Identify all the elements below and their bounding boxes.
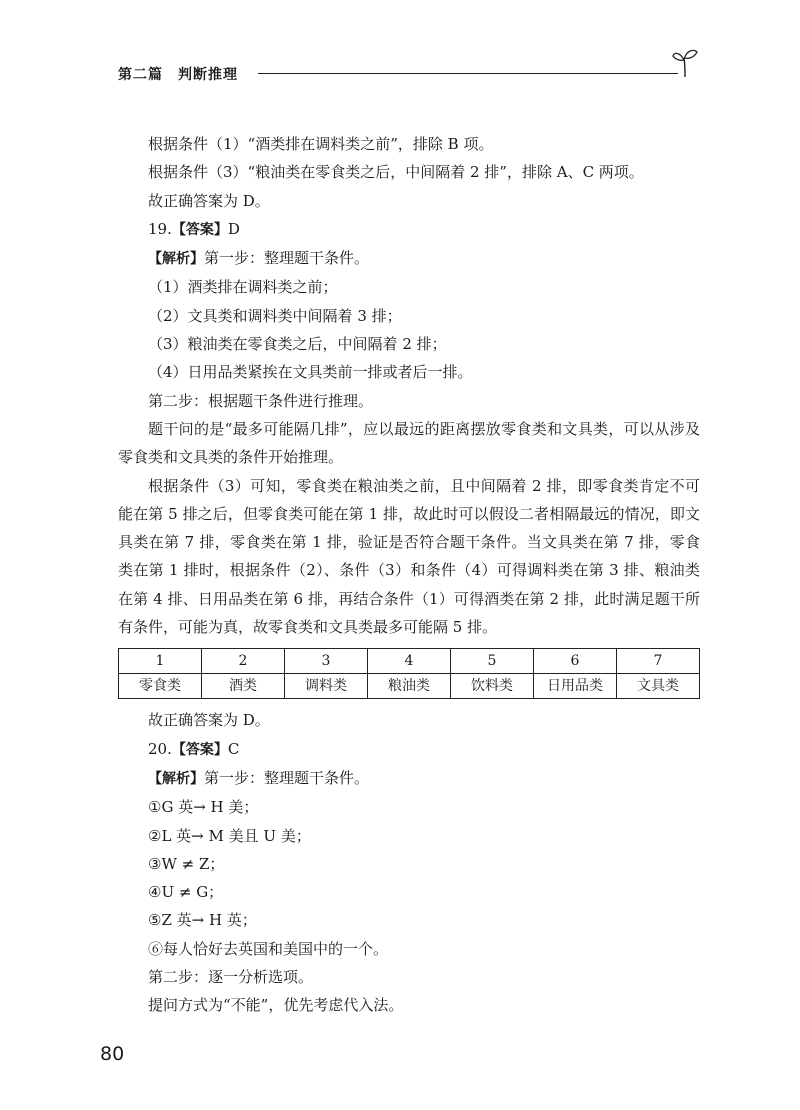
text-line: 故正确答案为 D。	[148, 191, 270, 210]
table-cell: 2	[202, 649, 285, 674]
analysis-tag: 【解析】	[148, 770, 204, 787]
text-line: 提问方式为“不能”，优先考虑代入法。	[148, 996, 404, 1015]
condition-line: ②L 英→ M 美且 U 美；	[148, 826, 311, 845]
text-line: 根据条件（1）“酒类排在调料类之前”，排除 B 项。	[148, 135, 494, 153]
table-cell: 7	[617, 649, 700, 674]
paragraph: 根据条件（3）可知，零食类在粮油类之前，且中间隔着 2 排，即零食类肯定不可能在第 5 排之后，但零食类可能在第 1 排，故此时可以假设二者相隔最远的情况，即文具类在第 7 排，零食类在第 1 排，验证是否符合题干条件。当文具类在第 7 排，零食类在第 1 排时，根据条件（2）、条件（3）和条件（4）可得调料类在第 3 排、粮油类在第 4 排、日用品类在第 6 排，再结合条件（1）可得酒类在第 2 排，此时满足题干所有条件，可能为真，故零食类和文具类最多可能隔 5 排。	[118, 476, 700, 637]
condition-line: ⑤Z 英→ H 英；	[148, 911, 257, 930]
question-number: 19.	[148, 219, 172, 238]
q20-analysis	[118, 764, 700, 793]
table-cell: 3	[285, 649, 368, 674]
answer-value: C	[227, 739, 240, 758]
table-row	[119, 649, 700, 674]
table-cell: 调料类	[285, 674, 368, 699]
text-line: 故正确答案为 D。	[148, 711, 270, 730]
paragraph: 题干问的是“最多可能隔几排”，应以最远的距离摆放零食类和文具类，可以从涉及零食类和文具类的条件开始推理。	[118, 419, 700, 467]
table-cell: 粮油类	[368, 674, 451, 699]
table-cell: 4	[368, 649, 451, 674]
question-number: 20.	[148, 739, 172, 758]
page-content	[118, 130, 700, 1020]
sprout-icon	[672, 48, 698, 78]
q19-analysis	[118, 244, 700, 273]
condition-line: ①G 英→ H 美；	[148, 798, 259, 817]
q20-answer	[118, 735, 700, 764]
table-cell: 文具类	[617, 674, 700, 699]
analysis-step: 第一步：整理题干条件。	[204, 768, 370, 787]
table-cell: 1	[119, 649, 202, 674]
table-row	[119, 674, 700, 699]
arrangement-table	[118, 648, 700, 699]
answer-value: D	[227, 219, 240, 238]
condition-line: （4）日用品类紧挨在文具类前一排或者后一排。	[148, 363, 473, 382]
analysis-tag: 【解析】	[148, 251, 204, 268]
table-cell: 6	[534, 649, 617, 674]
page-number: 80	[100, 1043, 125, 1065]
condition-line: ⑥每人恰好去英国和美国中的一个。	[148, 939, 389, 958]
condition-line: ③W ≠ Z；	[148, 854, 225, 873]
answer-tag: 【答案】	[171, 741, 228, 758]
running-header	[118, 62, 698, 86]
step-line: 第二步：根据题干条件进行推理。	[148, 391, 374, 410]
step-line: 第二步：逐一分析选项。	[148, 968, 314, 987]
table-cell: 饮料类	[451, 674, 534, 699]
table-cell: 5	[451, 649, 534, 674]
analysis-step: 第一步：整理题干条件。	[204, 249, 370, 268]
text-line: 根据条件（3）“粮油类在零食类之后，中间隔着 2 排”，排除 A、C 两项。	[148, 163, 644, 182]
table-cell: 酒类	[202, 674, 285, 699]
condition-line: （2）文具类和调料类中间隔着 3 排；	[148, 306, 402, 325]
condition-line: （1）酒类排在调料类之前；	[148, 278, 338, 297]
q19-answer	[118, 215, 700, 244]
header-title: 第二篇 判断推理	[118, 67, 238, 83]
table-cell: 日用品类	[534, 674, 617, 699]
condition-line: ④U ≠ G；	[148, 883, 224, 902]
condition-line: （3）粮油类在零食类之后，中间隔着 2 排；	[148, 335, 447, 354]
answer-tag: 【答案】	[171, 221, 228, 238]
table-cell: 零食类	[119, 674, 202, 699]
header-rule	[258, 73, 678, 74]
